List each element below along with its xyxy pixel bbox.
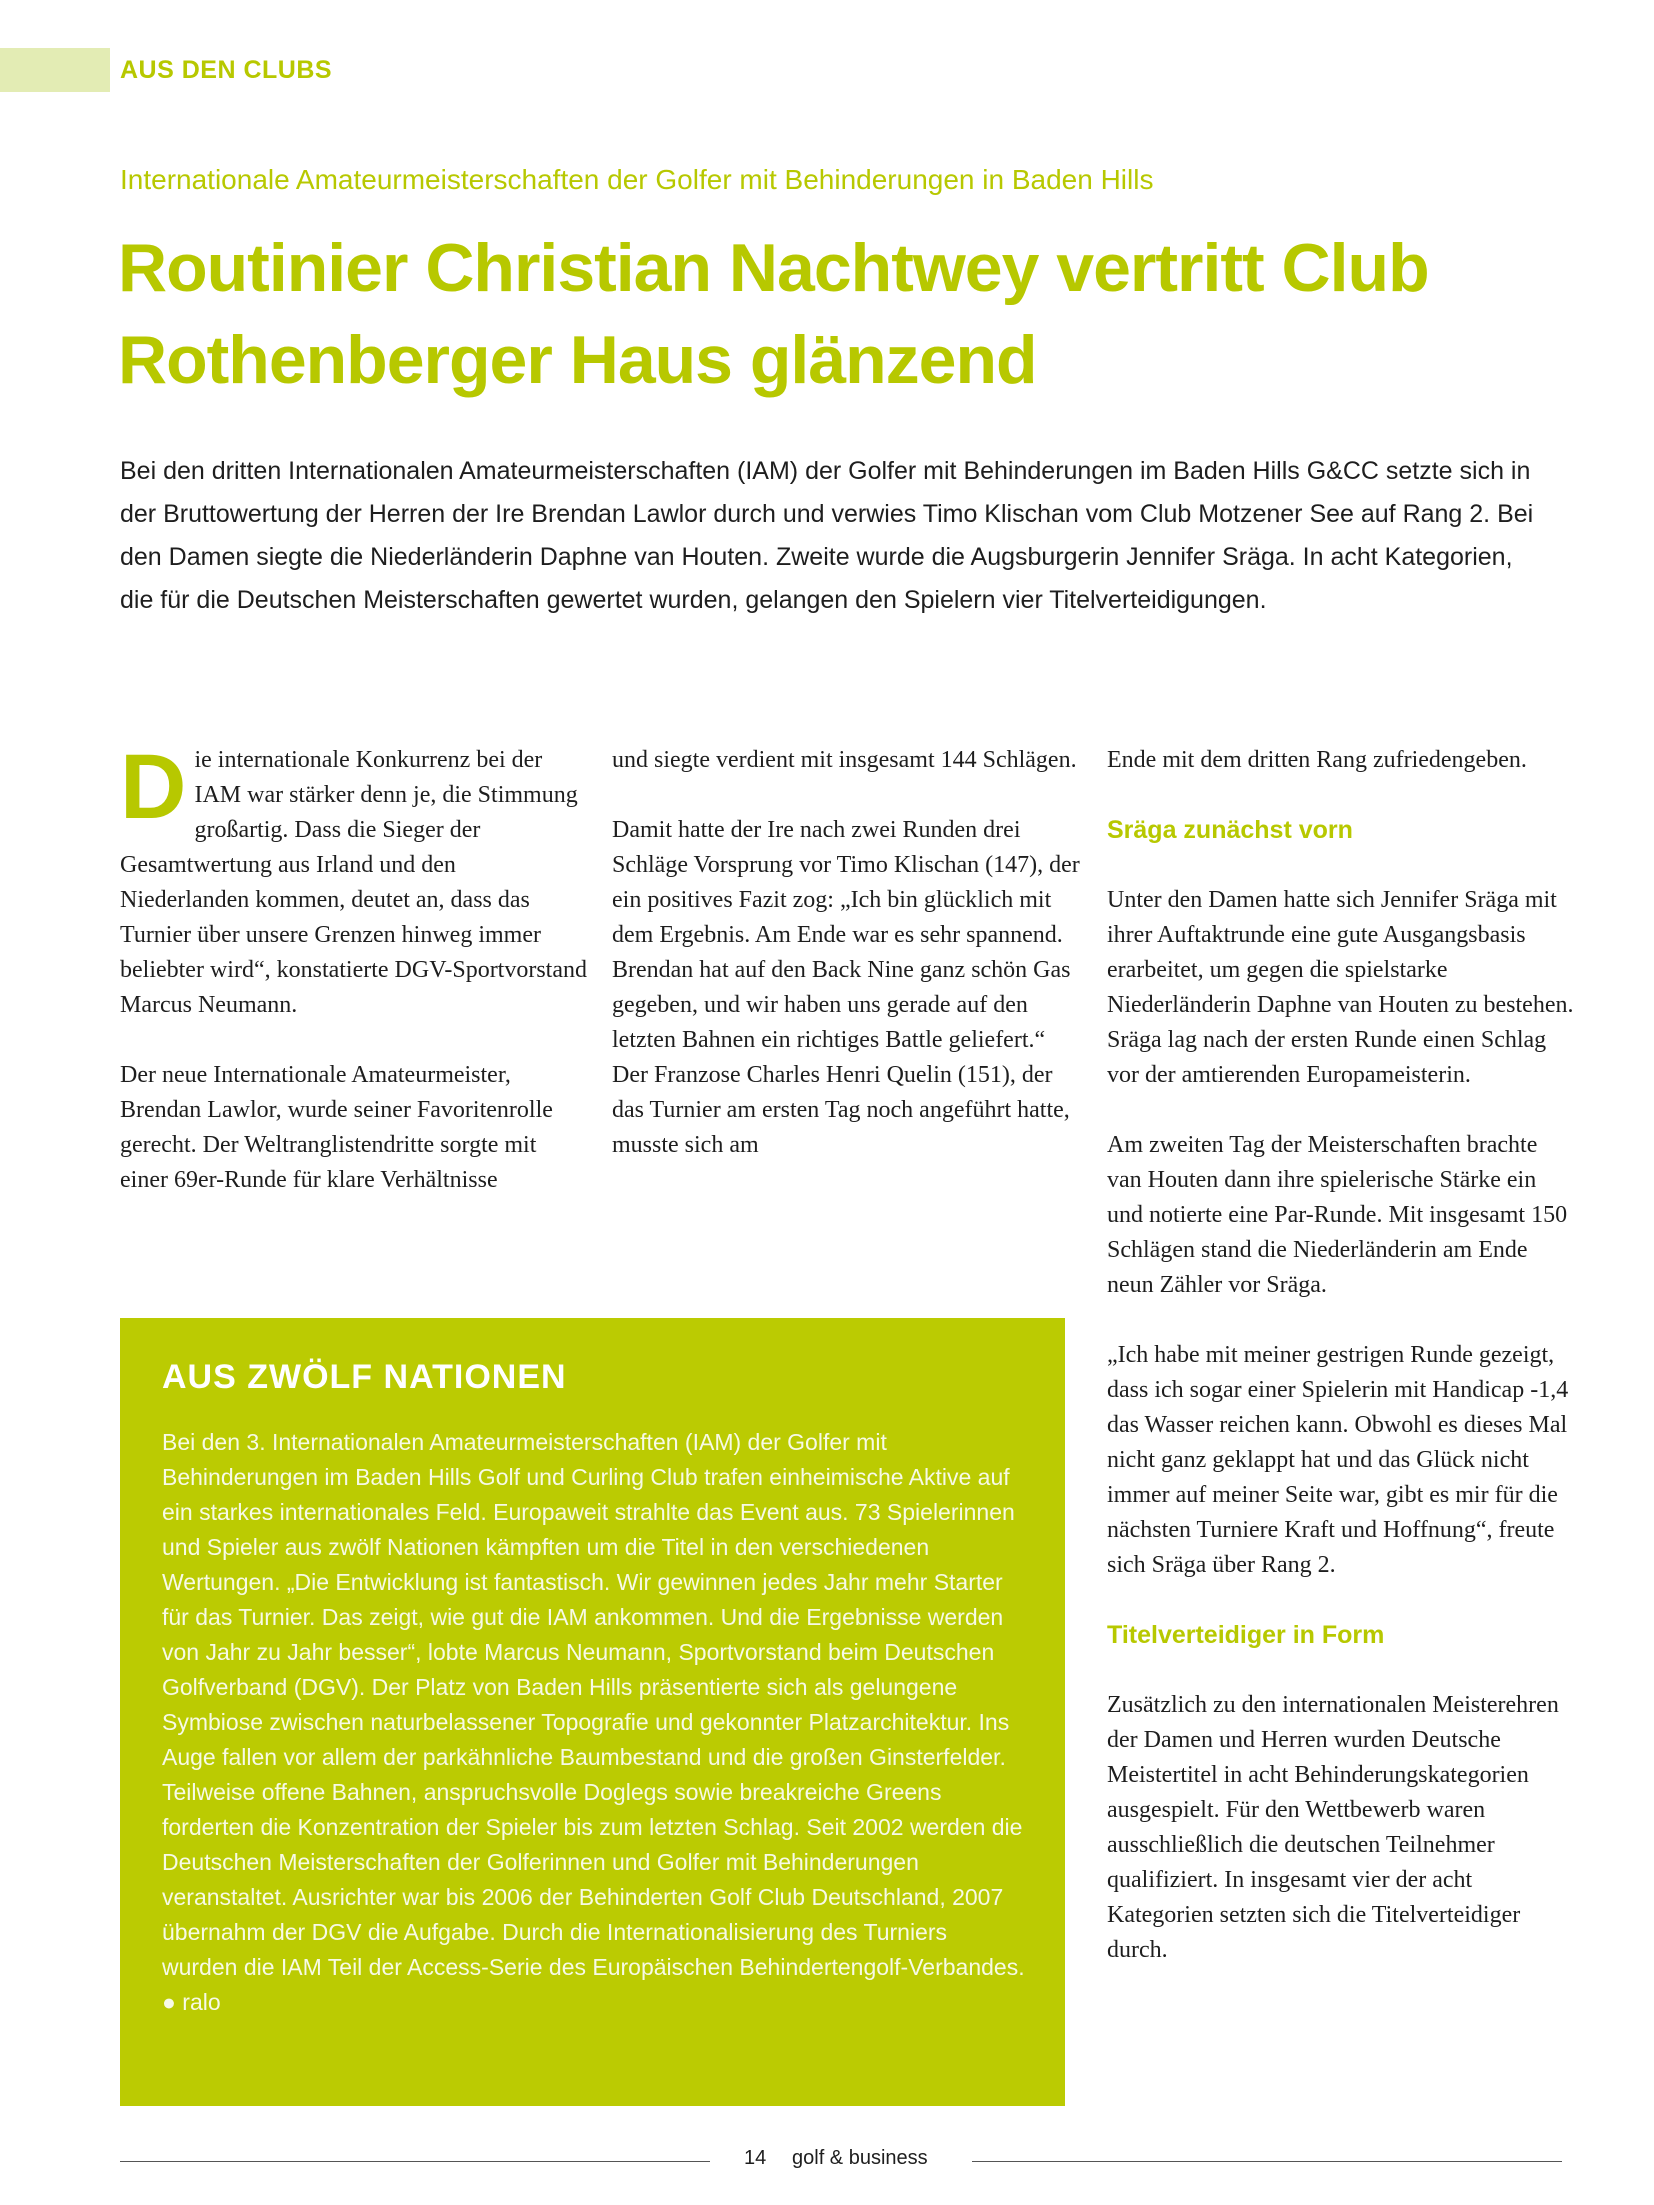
paragraph-1 <box>120 736 590 1023</box>
magazine-name: golf & business <box>792 2147 928 2169</box>
infobox-title: AUS ZWÖLF NATIONEN <box>162 1358 567 1396</box>
subheading-titelverteidiger: Titelverteidiger in Form <box>1107 1621 1385 1649</box>
infobox <box>120 1318 1065 2106</box>
subheading-sraega: Sräga zunächst vorn <box>1107 816 1353 844</box>
paragraph-6: Unter den Damen hatte sich Jennifer Sräga mit ihrer Auftaktrunde eine gute Ausgangsbasis erarbeitet, um gegen die spielstarke Niederländerin Daphne van Houten zu bestehen. Sräga lag nach der ersten Runde einen Schlag vor der amtierenden Europameisterin. <box>1107 887 1574 1088</box>
paragraph-1-text: ie internationale Konkurrenz bei der IAM war stärker denn je, die Stimmung großartig. Dass die Sieger der Gesamtwertung aus Irland und den Niederlanden kommen, deutet an, dass das Turnier über unsere Grenzen hinweg immer beliebter wird“, konstatierte DGV-Sportvorstand Marcus Neumann. <box>120 747 588 1018</box>
infobox-text: Bei den 3. Internationalen Amateurmeisterschaften (IAM) der Golfer mit Behinderungen im Baden Hills Golf und Curling Club trafen einheimische Aktive auf ein starkes internationales Feld. Europaweit strahlte das Event aus. 73 Spielerinnen und Spieler aus zwölf Nationen kämpften um die Titel in den verschiedenen Wertungen. „Die Entwicklung ist fantastisch. Wir gewinnen jedes Jahr mehr Starter für das Turnier. Das zeigt, wie gut die IAM ankommen. Und die Ergebnisse werden von Jahr zu Jahr besser“, lobte Marcus Neumann, Sportvorstand beim Deutschen Golfverband (DGV). Der Platz von Baden Hills präsentierte sich als gelungene Symbiose zwischen naturbelassener Topografie und gekonnter Platzarchitektur. Ins Auge fallen vor allem der parkähnliche Baumbestand und die großen Ginsterfelder. Teilweise offene Bahnen, anspruchsvolle Doglegs sowie breakreiche Greens forderten die Konzentration der Spieler bis zum letzten Schlag. Seit 2002 werden die Deutschen Meisterschaften der Golferinnen und Golfer mit Behinderungen veranstaltet. Ausrichter war bis 2006 der Behinderten Golf Club Deutschland, 2007 übernahm der DGV die Aufgabe. Durch die Internationalisierung des Turniers wurden die IAM Teil der Access-Serie des Europäischen Behindertengolf-Verbandes. ● ralo <box>162 1429 1025 2015</box>
paragraph-7: Am zweiten Tag der Meisterschaften brachte van Houten dann ihre spielerische Stärke ein und notierte eine Par-Runde. Mit insgesamt 150 Schlägen stand die Niederländerin am Ende neun Zähler vor Sräga. <box>1107 1132 1568 1298</box>
paragraph-5: Ende mit dem dritten Rang zufriedengeben. <box>1107 747 1527 773</box>
footer-rule-left <box>120 2161 710 2162</box>
article-lead: Bei den dritten Internationalen Amateurmeisterschaften (IAM) der Golfer mit Behinderungen im Baden Hills G&CC setzte sich in der Bruttowertung der Herren der Ire Brendan Lawlor durch und verwies Timo Klischan vom Club Motzener See auf Rang 2. Bei den Damen siegte die Niederländerin Daphne van Houten. Zweite wurde die Augsburgerin Jennifer Sräga. In acht Kategorien, die für die Deutschen Meisterschaften gewertet wurden, gelangen den Spielern vier Titelverteidigungen. <box>120 457 1534 614</box>
column-1 <box>120 736 590 1198</box>
paragraph-4: Damit hatte der Ire nach zwei Runden drei Schläge Vorsprung vor Timo Klischan (147), der ein positives Fazit zog: „Ich bin glücklich mit dem Ergebnis. Am Ende war es sehr spannend. Brendan hat auf den Back Nine ganz schön Gas gegeben, und wir haben uns gerade auf den letzten Bahnen ein richtiges Battle geliefert.“ Der Franzose Charles Henri Quelin (151), der das Turnier am ersten Tag noch angeführt hatte, musste sich am <box>612 817 1080 1158</box>
article-kicker: Internationale Amateurmeisterschaften der Golfer mit Behinderungen in Baden Hills <box>120 164 1154 195</box>
paragraph-3: und siegte verdient mit insgesamt 144 Schlägen. <box>612 747 1077 773</box>
drop-cap: D <box>120 736 187 838</box>
column-2 <box>612 743 1082 1163</box>
section-tab <box>0 48 110 92</box>
article-headline: Routinier Christian Nachtwey vertritt Club Rothenberger Haus glänzend <box>118 230 1429 398</box>
page-number: 14 <box>744 2147 767 2169</box>
paragraph-2: Der neue Internationale Amateurmeister, Brendan Lawlor, wurde seiner Favoritenrolle gerecht. Der Weltranglistendritte sorgte mit einer 69er-Runde für klare Verhältnisse <box>120 1062 553 1193</box>
paragraph-8: „Ich habe mit meiner gestrigen Runde gezeigt, dass ich sogar einer Spielerin mit Handicap -1,4 das Wasser reichen kann. Obwohl es dieses Mal nicht ganz geklappt hat und das Glück nicht immer auf meiner Seite war, gibt es mir für die nächsten Turniere Kraft und Hoffnung“, freute sich Sräga über Rang 2. <box>1107 1342 1569 1578</box>
section-label: AUS DEN CLUBS <box>120 56 333 84</box>
footer-rule-right <box>972 2161 1562 2162</box>
paragraph-9: Zusätzlich zu den internationalen Meisterehren der Damen und Herren wurden Deutsche Meistertitel in acht Behinderungskategorien ausgespielt. Für den Wettbewerb waren ausschließlich die deutschen Teilnehmer qualifiziert. In insgesamt vier der acht Kategorien setzten sich die Titelverteidiger durch. <box>1107 1692 1559 1963</box>
column-3 <box>1107 743 1577 1968</box>
